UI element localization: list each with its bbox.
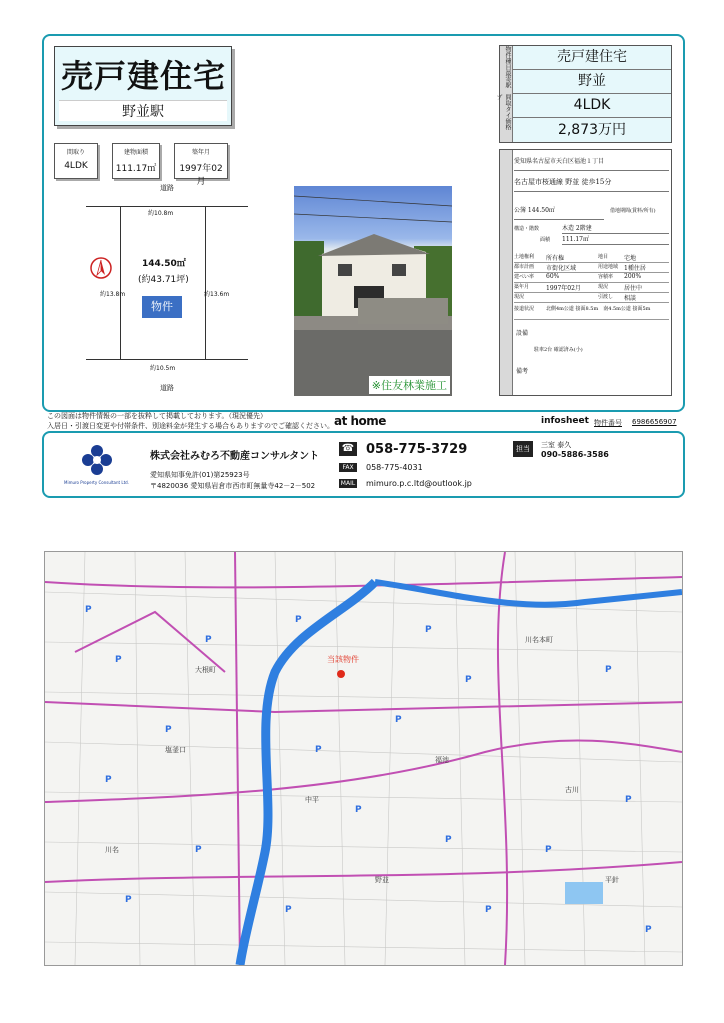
details-row — [514, 273, 669, 283]
details-structure: 木造 2階建 — [562, 223, 669, 234]
page-title: 売戸建住宅 — [61, 57, 227, 95]
house-photo — [294, 186, 452, 396]
fax-badge: FAX — [339, 463, 357, 472]
row-value: 60% — [546, 273, 560, 280]
map-place-label: 平針 — [605, 876, 619, 884]
parking-icon: P — [485, 905, 492, 915]
spec-label: 間取り — [66, 149, 85, 156]
details-remarks-content: 駐車2台 確認済み(小) — [534, 347, 583, 353]
location-map[interactable] — [44, 551, 683, 966]
summary-label-type: 物件種目 — [500, 46, 513, 70]
row-value: 市街化区域 — [546, 265, 577, 272]
property-badge: 物件 — [142, 296, 182, 318]
dim-top: 約10.8m — [148, 210, 174, 217]
lake — [565, 882, 603, 904]
parking-icon: P — [205, 635, 212, 645]
notice-line-2: 入居日・引渡日変更や付帯条件、別途料金が発生する場合もありますのでご確認ください。 — [47, 422, 334, 430]
parking-icon: P — [355, 805, 362, 815]
spec-value: 1997年02月 — [179, 164, 223, 187]
row-label: 都市計画 — [514, 264, 535, 270]
company-license: 愛知県知事免許(01)第25923号 — [150, 471, 250, 479]
athome-logo: at home — [334, 414, 386, 428]
spec-built — [174, 143, 228, 187]
map-place-label: 野並 — [375, 876, 389, 884]
mail-badge: MAIL — [340, 480, 356, 487]
parking-icon: P — [125, 895, 132, 905]
notice-line-1: この図面は物件情報の一部を抜粋して掲載しております。（現況優先） — [47, 412, 267, 420]
spec-value: 111.17㎡ — [115, 164, 157, 174]
details-lease-label: 借地期間(賃料/所有) — [610, 208, 656, 214]
parking-icon: P — [625, 795, 632, 805]
summary-label-station: 最寄駅 — [500, 70, 513, 94]
map-place-label: 大根町 — [195, 666, 216, 674]
dim-right: 約13.6m — [204, 291, 230, 298]
map-canvas[interactable] — [45, 552, 682, 965]
spec-floor-area — [112, 143, 160, 179]
station-label: 野並駅 — [59, 100, 227, 121]
details-equipment-label: 設備 — [516, 330, 529, 337]
parking-icon: P — [395, 715, 402, 725]
company-english-name: Mimuro Property Consultant Ltd. — [64, 480, 129, 485]
company-frame — [42, 431, 685, 498]
parking-icon: P — [315, 745, 322, 755]
details-table — [499, 149, 672, 396]
summary-price: 2,873万円 — [513, 118, 671, 142]
details-row — [514, 283, 669, 293]
details-land-area: 公簿 144.50㎡ — [514, 205, 604, 220]
parking-icon: P — [605, 665, 612, 675]
company-logo-icon — [80, 444, 114, 476]
row-value2: 宅地 — [624, 255, 637, 262]
details-row — [514, 293, 669, 303]
summary-layout: 4LDK — [513, 94, 671, 118]
parking-icon: P — [285, 905, 292, 915]
details-label-column — [500, 150, 513, 395]
details-row — [514, 253, 669, 263]
company-address: 〒4820036 愛知県岩倉市西市町無量寺42－2－502 — [150, 482, 316, 490]
row-label2: 容積率 — [598, 274, 614, 280]
row-value: 1997年02月 — [546, 285, 581, 292]
rep-phone[interactable]: 090-5886-3586 — [541, 450, 609, 459]
row-value: 所有権 — [546, 255, 565, 262]
parking-icon: P — [545, 845, 552, 855]
row-label2: 用途地域 — [598, 264, 619, 270]
property-marker — [337, 670, 345, 678]
photo-caption: ※住友林業施工 — [369, 376, 450, 394]
company-name: 株式会社みむろ不動産コンサルタント — [150, 451, 320, 462]
summary-label-price: 価格 — [500, 118, 513, 142]
row-label2: 地目 — [598, 254, 609, 260]
row-label: 現況 — [514, 294, 525, 300]
row-label: 土地権利 — [514, 254, 535, 260]
parking-icon: P — [445, 835, 452, 845]
parking-icon: P — [115, 655, 122, 665]
summary-type: 売戸建住宅 — [513, 46, 671, 70]
summary-label-layout: 間取タイプ — [495, 94, 511, 118]
parking-icon: P — [295, 615, 302, 625]
map-place-label: 川名 — [105, 846, 119, 854]
company-fax: 058-775-4031 — [366, 463, 423, 472]
spec-value: 4LDK — [64, 161, 88, 171]
map-place-label: 中平 — [305, 796, 319, 804]
row-label: 築年月 — [514, 284, 530, 290]
dim-bottom: 約10.5m — [150, 365, 176, 372]
details-address: 愛知県名古屋市天白区福池１丁目 — [514, 156, 669, 171]
map-place-label: 古川 — [565, 786, 579, 794]
parking-icon: P — [85, 605, 92, 615]
road-top-label: 道路 — [160, 184, 174, 192]
row-label2: 引渡し — [598, 294, 614, 300]
map-place-label: 福池 — [435, 756, 449, 764]
parking-icon: P — [465, 675, 472, 685]
parking-icon: P — [645, 925, 652, 935]
parking-icon: P — [425, 625, 432, 635]
tel-icon: ☎ — [339, 442, 357, 456]
summary-station: 野並 — [513, 70, 671, 94]
river — [240, 582, 375, 965]
plot-diagram — [86, 183, 248, 393]
rep-name: 三室 泰久 — [541, 441, 572, 449]
row-value2: 1種住居 — [624, 265, 646, 272]
house-illustration — [294, 186, 452, 396]
road-bottom-line — [86, 359, 248, 360]
summary-table — [495, 45, 672, 143]
spec-label: 建物面積 — [123, 149, 148, 156]
row-label: 建ぺい率 — [514, 274, 535, 280]
row-label2: 現況 — [598, 284, 609, 290]
company-tel[interactable]: 058-775-3729 — [366, 442, 468, 457]
dim-left: 約13.8m — [100, 291, 126, 298]
details-remarks-label: 備考 — [516, 368, 529, 375]
map-place-label: 塩釜口 — [165, 746, 186, 754]
infosheet-label: infosheet — [541, 416, 589, 426]
rep-badge: 担当 — [513, 441, 533, 457]
lot-area: 144.50㎡ — [142, 259, 186, 269]
row-value2: 居住中 — [624, 285, 643, 292]
title-box — [54, 46, 232, 126]
row-value2: 相談 — [624, 295, 637, 302]
map-place-label: 川名本町 — [525, 636, 553, 644]
lot-area-tsubo: (約43.71坪) — [138, 275, 189, 285]
company-mail[interactable]: mimuro.p.c.ltd@outlook.jp — [366, 479, 472, 488]
property-no: 6986656907 — [632, 418, 677, 426]
row-value2: 200% — [624, 273, 642, 280]
details-floor-area-label: 面積 — [540, 237, 551, 243]
road-bottom-label: 道路 — [160, 384, 174, 392]
details-floor-area: 111.17㎡ — [562, 234, 669, 245]
map-marker-label: 当該物件 — [327, 655, 359, 664]
spec-label: 築年月 — [191, 149, 210, 156]
parking-icon: P — [195, 845, 202, 855]
spec-layout — [54, 143, 98, 179]
details-row — [514, 263, 669, 273]
parking-icon: P — [165, 725, 172, 735]
details-structure-label: 構造・階数 — [514, 226, 540, 232]
north-arrow-icon — [90, 257, 112, 279]
parking-icon: P — [105, 775, 112, 785]
details-row — [514, 305, 669, 320]
details-transport: 名古屋市桜通線 野並 徒歩15分 — [514, 177, 669, 192]
row-value: 北側4m公道 接面8.5m 南4.5m公道 接面5m — [546, 306, 651, 312]
row-label: 接道状況 — [514, 306, 535, 312]
property-no-label: 物件番号 — [594, 419, 622, 427]
